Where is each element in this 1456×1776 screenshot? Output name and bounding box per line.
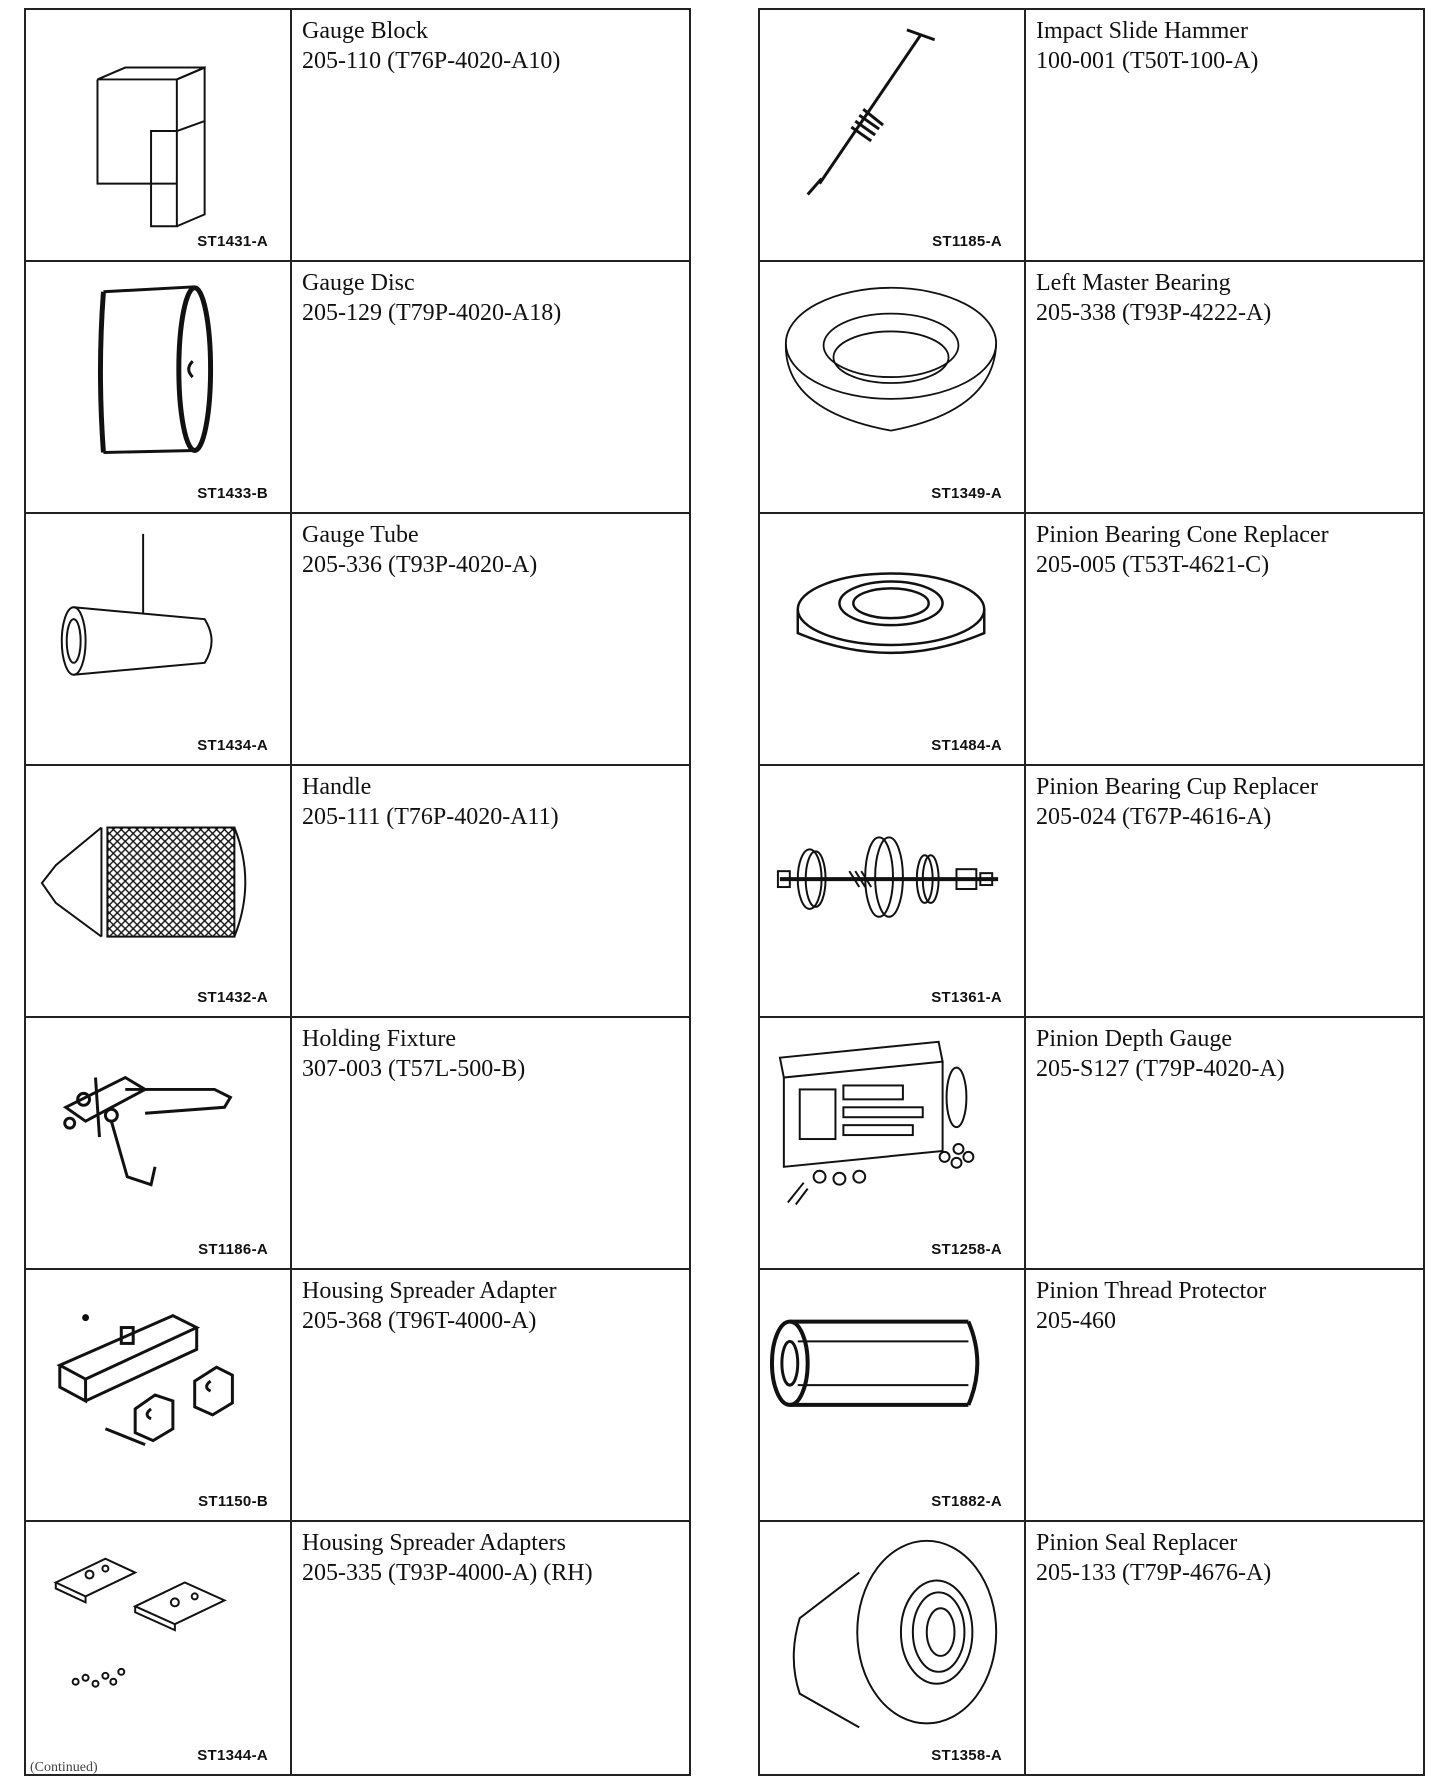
holding-fixture-icon xyxy=(26,1018,290,1268)
tool-number: 205-338 (T93P-4222-A) xyxy=(1036,300,1272,326)
figure-code: ST1185-A xyxy=(932,233,1002,250)
tool-image-cell xyxy=(26,1270,292,1520)
tool-image-cell xyxy=(760,10,1026,260)
tool-text-cell xyxy=(292,1018,689,1268)
tool-text-cell xyxy=(1026,1522,1423,1774)
tool-name: Holding Fixture xyxy=(302,1026,456,1052)
tool-number: 205-336 (T93P-4020-A) xyxy=(302,552,538,578)
tool-text-cell xyxy=(292,10,689,260)
table-row xyxy=(760,1522,1423,1774)
housing-spreader-adapter-icon xyxy=(26,1270,290,1520)
figure-code: ST1186-A xyxy=(198,1241,268,1258)
tool-image-cell xyxy=(760,1018,1026,1268)
tool-number: 205-005 (T53T-4621-C) xyxy=(1036,552,1270,578)
table-row xyxy=(26,1018,689,1270)
table-row xyxy=(760,1018,1423,1270)
continued-note: (Continued) xyxy=(30,1760,98,1775)
tool-name: Gauge Tube xyxy=(302,522,419,548)
table-row xyxy=(26,10,689,262)
tool-name: Handle xyxy=(302,774,372,800)
tool-name: Impact Slide Hammer xyxy=(1036,18,1248,44)
figure-code: ST1344-A xyxy=(197,1747,268,1764)
gauge-disc-icon xyxy=(26,262,290,512)
tool-number: 205-110 (T76P-4020-A10) xyxy=(302,48,561,74)
tool-number: 205-024 (T67P-4616-A) xyxy=(1036,804,1272,830)
tool-image-cell xyxy=(26,1522,292,1774)
tool-number: 307-003 (T57L-500-B) xyxy=(302,1056,526,1082)
tool-name: Left Master Bearing xyxy=(1036,270,1231,296)
table-row xyxy=(26,1270,689,1522)
table-row xyxy=(26,1522,689,1774)
tool-image-cell xyxy=(760,1522,1026,1774)
figure-code: ST1361-A xyxy=(931,989,1002,1006)
right-tool-table xyxy=(758,8,1425,1776)
left-tool-table xyxy=(24,8,691,1776)
table-row xyxy=(760,514,1423,766)
figure-code: ST1882-A xyxy=(931,1493,1002,1510)
tool-name: Gauge Block xyxy=(302,18,428,44)
tool-text-cell xyxy=(292,1522,689,1774)
figure-code: ST1484-A xyxy=(931,737,1002,754)
gauge-block-icon xyxy=(26,10,290,260)
master-bearing-icon xyxy=(760,262,1024,512)
figure-code: ST1150-B xyxy=(198,1493,268,1510)
tool-text-cell xyxy=(1026,10,1423,260)
cup-replacer-icon xyxy=(760,766,1024,1016)
tool-number: 205-133 (T79P-4676-A) xyxy=(1036,1560,1272,1586)
tool-number: 205-S127 (T79P-4020-A) xyxy=(1036,1056,1285,1082)
tool-image-cell xyxy=(26,262,292,512)
tool-image-cell xyxy=(26,1018,292,1268)
table-row xyxy=(26,766,689,1018)
tool-name: Housing Spreader Adapter xyxy=(302,1278,557,1304)
tool-number: 205-129 (T79P-4020-A18) xyxy=(302,300,562,326)
handle-icon xyxy=(26,766,290,1016)
figure-code: ST1433-B xyxy=(197,485,268,502)
tool-text-cell xyxy=(1026,514,1423,764)
tool-text-cell xyxy=(1026,1018,1423,1268)
tool-image-cell xyxy=(760,1270,1026,1520)
tool-name: Pinion Seal Replacer xyxy=(1036,1530,1238,1556)
table-row xyxy=(760,10,1423,262)
tool-image-cell xyxy=(26,514,292,764)
slide-hammer-icon xyxy=(760,10,1024,260)
tool-name: Pinion Depth Gauge xyxy=(1036,1026,1232,1052)
tool-image-cell xyxy=(26,766,292,1016)
tool-text-cell xyxy=(1026,766,1423,1016)
tool-text-cell xyxy=(292,766,689,1016)
tool-text-cell xyxy=(292,262,689,512)
tool-text-cell xyxy=(1026,262,1423,512)
table-row xyxy=(26,262,689,514)
gauge-tube-icon xyxy=(26,514,290,764)
tool-text-cell xyxy=(292,514,689,764)
tool-text-cell xyxy=(1026,1270,1423,1520)
tool-text-cell xyxy=(292,1270,689,1520)
table-row xyxy=(760,766,1423,1018)
cone-replacer-icon xyxy=(760,514,1024,764)
figure-code: ST1349-A xyxy=(931,485,1002,502)
table-row xyxy=(760,1270,1423,1522)
housing-spreader-adapters-icon xyxy=(26,1522,290,1774)
figure-code: ST1432-A xyxy=(197,989,268,1006)
tool-image-cell xyxy=(760,766,1026,1016)
figure-code: ST1434-A xyxy=(197,737,268,754)
tool-image-cell xyxy=(760,514,1026,764)
table-row xyxy=(26,514,689,766)
tool-number: 205-368 (T96T-4000-A) xyxy=(302,1308,537,1334)
seal-replacer-icon xyxy=(760,1522,1024,1774)
tool-number: 205-460 xyxy=(1036,1308,1116,1334)
tool-name: Pinion Bearing Cup Replacer xyxy=(1036,774,1318,800)
tool-name: Housing Spreader Adapters xyxy=(302,1530,566,1556)
tool-number: 100-001 (T50T-100-A) xyxy=(1036,48,1259,74)
depth-gauge-kit-icon xyxy=(760,1018,1024,1268)
tool-name: Pinion Thread Protector xyxy=(1036,1278,1267,1304)
thread-protector-icon xyxy=(760,1270,1024,1520)
tool-image-cell xyxy=(760,262,1026,512)
tool-name: Gauge Disc xyxy=(302,270,415,296)
tool-number: 205-335 (T93P-4000-A) (RH) xyxy=(302,1560,593,1586)
tool-name: Pinion Bearing Cone Replacer xyxy=(1036,522,1329,548)
figure-code: ST1258-A xyxy=(931,1241,1002,1258)
figure-code: ST1358-A xyxy=(931,1747,1002,1764)
tool-number: 205-111 (T76P-4020-A11) xyxy=(302,804,559,830)
tool-image-cell xyxy=(26,10,292,260)
figure-code: ST1431-A xyxy=(197,233,268,250)
table-row xyxy=(760,262,1423,514)
